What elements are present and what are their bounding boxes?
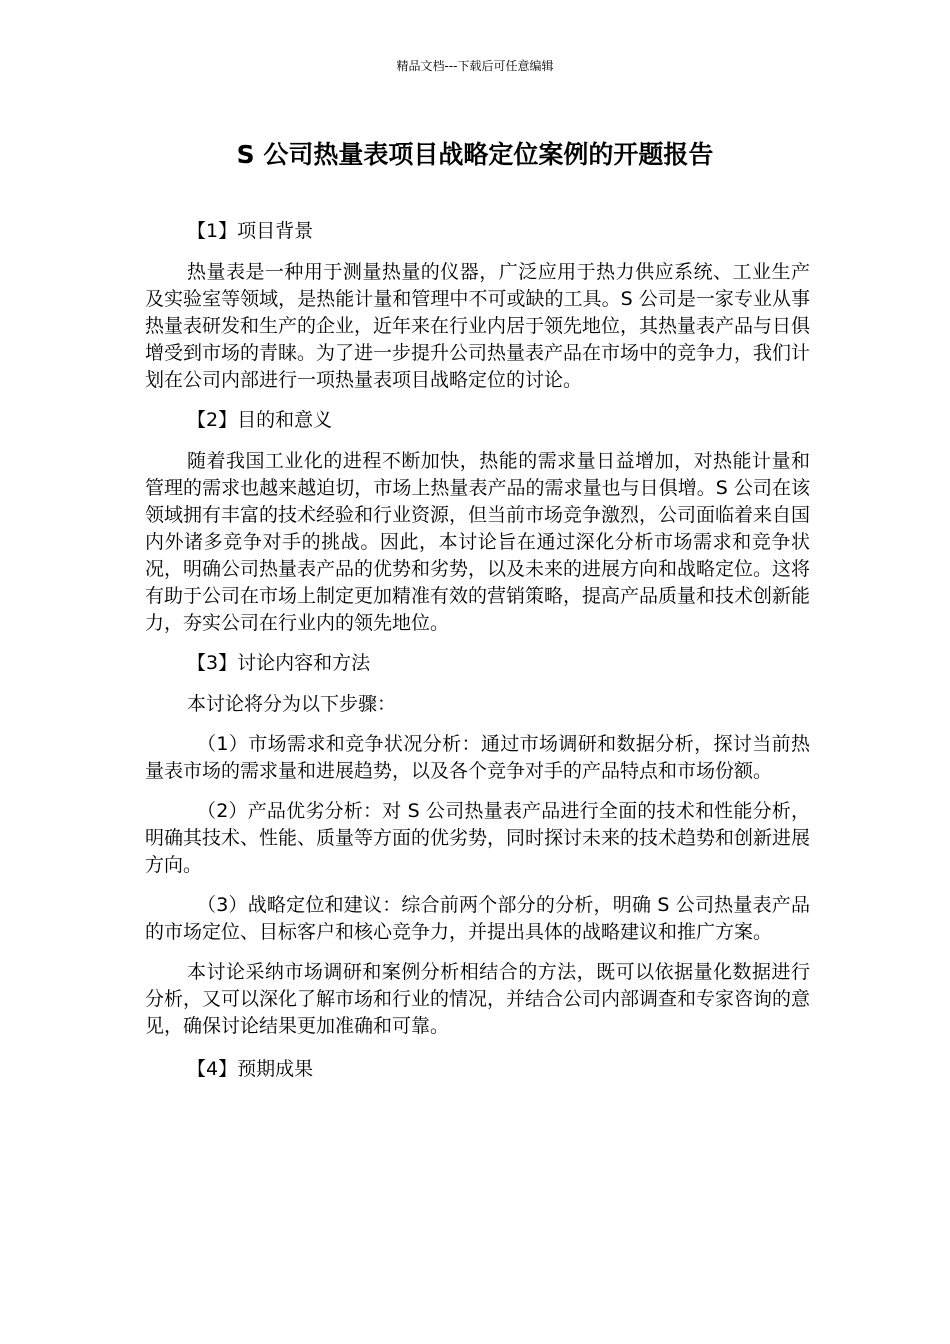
step-item-3: （3）战略定位和建议：综合前两个部分的分析，明确 S 公司热量表产品的市场定位、目标客户和核心竞争力，并提出具体的战略建议和推广方案。 — [145, 894, 810, 943]
paragraph-background: 热量表是一种用于测量热量的仪器，广泛应用于热力供应系统、工业生产及实验室等领域，是热能计量和管理中不可或缺的工具。S 公司是一家专业从事热量表研发和生产的企业，近年来在行业内居于领先地位，其热量表产品与日俱增受到市场的青睐。为了进一步提升公司热量表产品在市场中的竞争力，我们计划在公司内部进行一项热量表项目战略定位的讨论。 — [145, 261, 811, 391]
section-heading-purpose: 【2】目的和意义 — [187, 409, 333, 431]
paragraph-steps-intro: 本讨论将分为以下步骤： — [187, 693, 397, 715]
document-title: S 公司热量表项目战略定位案例的开题报告 — [236, 140, 714, 169]
step-item-2: （2）产品优劣分析：对 S 公司热量表产品进行全面的技术和性能分析，明确其技术、性能、质量等方面的优劣势，同时探讨未来的技术趋势和创新进展方向。 — [145, 800, 811, 876]
section-heading-expected-results: 【4】预期成果 — [187, 1058, 314, 1080]
header-watermark: 精品文档---下载后可任意编辑 — [396, 59, 554, 73]
paragraph-purpose: 随着我国工业化的进程不断加快，热能的需求量日益增加，对热能计量和管理的需求也越来越迫切，市场上热量表产品的需求量也与日俱增。S 公司在该领域拥有丰富的技术经验和行业资源，但当前市场竞争激烈，公司面临着来自国内外诸多竞争对手的挑战。因此，本讨论旨在通过深化分析市场需求和竞争状况，明确公司热量表产品的优势和劣势，以及未来的进展方向和战略定位。这将有助于公司在市场上制定更加精准有效的营销策略，提高产品质量和技术创新能力，夯实公司在行业内的领先地位。 — [145, 450, 811, 634]
section-heading-background: 【1】项目背景 — [187, 220, 314, 242]
step-item-1: （1）市场需求和竞争状况分析：通过市场调研和数据分析，探讨当前热量表市场的需求量和进展趋势，以及各个竞争对手的产品特点和市场份额。 — [145, 733, 810, 782]
section-heading-content-method: 【3】讨论内容和方法 — [187, 652, 371, 674]
paragraph-method: 本讨论采纳市场调研和案例分析相结合的方法，既可以依据量化数据进行分析，又可以深化了解市场和行业的情况，并结合公司内部调查和专家咨询的意见，确保讨论结果更加准确和可靠。 — [145, 961, 811, 1037]
document-body — [145, 215, 810, 1097]
